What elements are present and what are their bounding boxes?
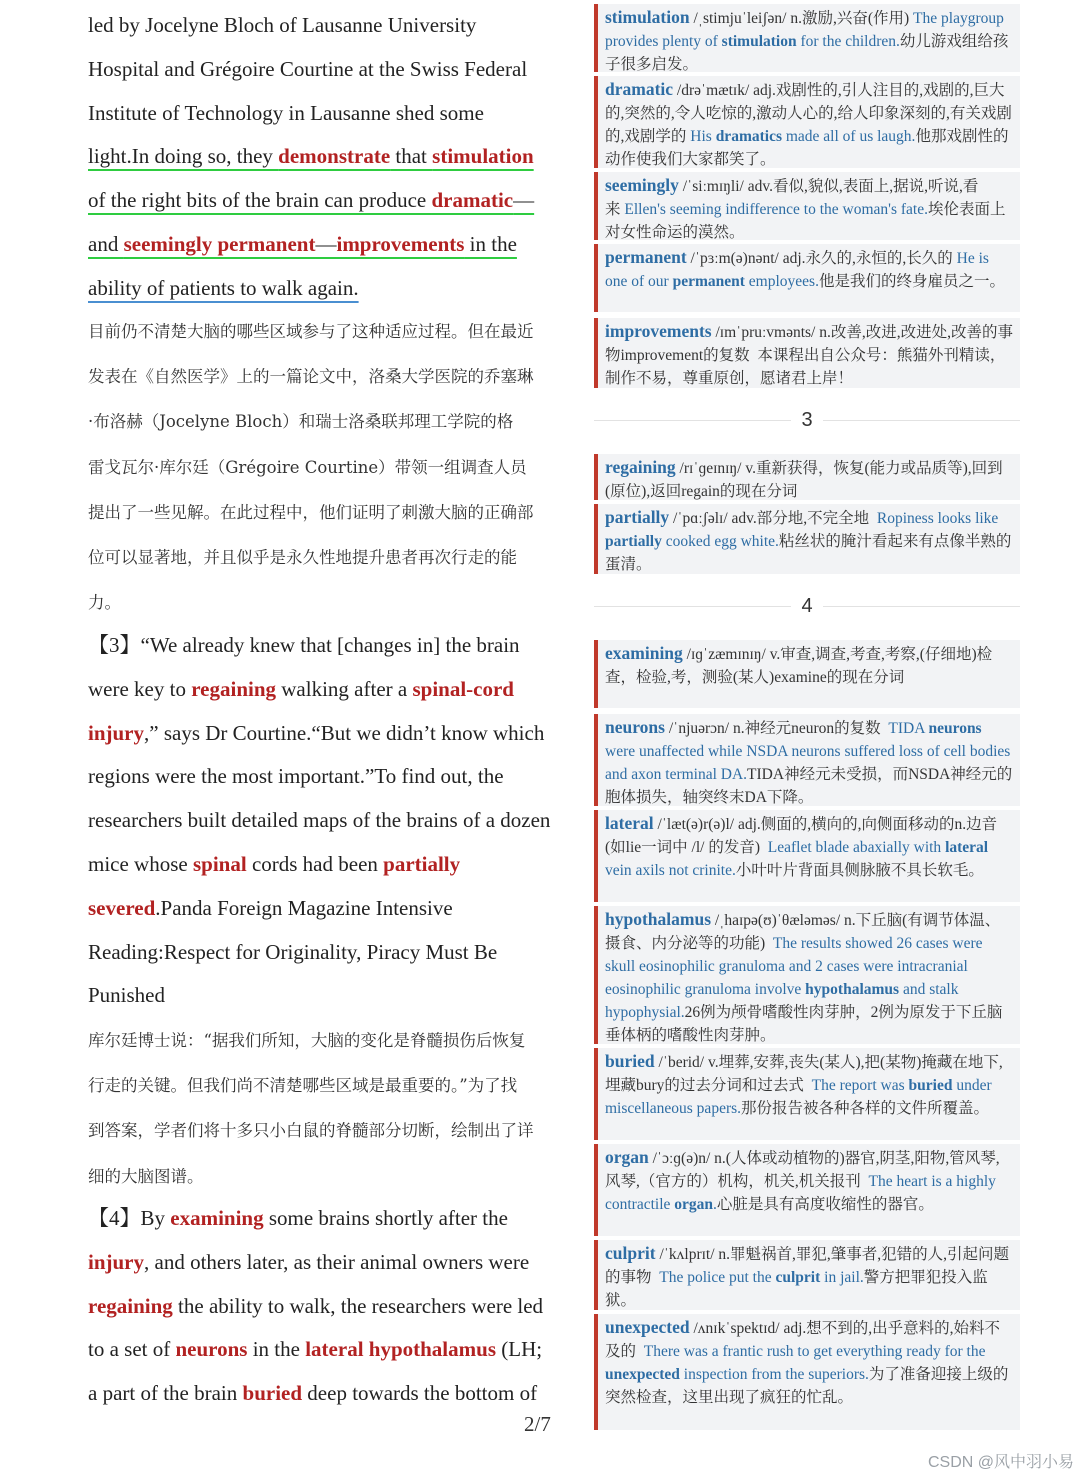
en-line: and seemingly permanent—improvements in the (88, 231, 517, 256)
vocab-example: under miscellaneous papers. (605, 1077, 992, 1117)
keyword: hypothalamus (368, 1337, 496, 1362)
vocab-translation: 小叶叶片背面具侧脉腋不具长软毛。 (735, 862, 984, 879)
vocab-example: were unaffected while NSDA neurons suffered loss of cell bodies and axon terminal DA. (605, 743, 1011, 783)
vocab-word: neurons (605, 717, 665, 737)
en-line: were key to regaining walking after a spinal-cord (88, 676, 514, 701)
vocab-phonetic: /ˌstimjuˈleiʃən/ (693, 10, 787, 27)
vocab-example-word: dramatics (715, 128, 782, 145)
zh-line: 库尔廷博士说：“据我们所知，大脑的变化是脊髓损伤后恢复 (88, 1031, 526, 1050)
en-line: ability of patients to walk again. (88, 275, 359, 300)
section-divider (594, 400, 1020, 440)
vocab-translation: 埃伦表面上对女性命运的漠然。 (605, 201, 1006, 240)
en-line: light.In doing so, they demonstrate that stimulation (88, 144, 534, 169)
vocab-phonetic: /ˈkʌlprɪt/ (659, 1246, 715, 1263)
vocab-example-word: lateral (945, 839, 989, 856)
vocab-definition: adv.部分地,不完全地 (731, 510, 870, 527)
vocab-translation: TIDA神经元未受损，而NSDA神经元的胞体损失，轴突终末DA下降。 (605, 766, 1013, 806)
en-line: 【3】“We already knew that [changes in] the brain (88, 633, 520, 657)
vocab-phonetic: /ɪɡˈzæmɪnɪŋ/ (686, 646, 766, 663)
en-line: led by Jocelyne Bloch of Lausanne University (88, 13, 477, 37)
vocab-definition: adj.永久的,永恒的,长久的 (782, 250, 953, 267)
vocab-word: lateral (605, 813, 654, 833)
vocab-example: TIDA (888, 720, 929, 737)
vocab-word: regaining (605, 457, 676, 477)
vocab-example-word: unexpected (605, 1366, 680, 1383)
en-line: of the right bits of the brain can produce dramatic— (88, 188, 535, 213)
vocab-example: inspection from the superiors. (679, 1366, 869, 1383)
keyword: partially (383, 851, 461, 876)
en-line: Hospital and Grégoire Courtine at the Swiss Federal (88, 56, 528, 81)
vocab-word: seemingly (605, 175, 679, 195)
vocab-example-word: buried (908, 1077, 953, 1094)
vocab-example: Leaflet blade abaxially with (767, 839, 946, 856)
vocab-example: His (690, 128, 716, 145)
vocab-example-word: permanent (672, 273, 745, 290)
vocab-word: organ (605, 1147, 649, 1167)
en-line: 【4】By examining some brains shortly after the (88, 1206, 508, 1230)
vocab-translation: 本课程出自公众号：熊猫外刊精读，制作不易，尊重原创，愿诸君上岸！ (605, 347, 1006, 387)
vocab-translation: 粘丝状的腌汁看起来有点像半熟的蛋清。 (605, 533, 1012, 573)
en-line: injury, and others later, as their animal owners were (88, 1249, 530, 1274)
vocab-example: and stalk hypophysial. (605, 981, 959, 1021)
keyword: improvements (336, 231, 465, 256)
vocab-definition: adj.戏剧性的,引人注目的,戏剧的,巨大的,突然的,令人吃惊的,激动人心的,给人印象深刻的,有关戏剧的,戏剧学的 (605, 82, 1012, 145)
zh-line: ·布洛赫（Jocelyne Bloch）和瑞士洛桑联邦理工学院的格 (88, 412, 514, 432)
vocab-card (594, 1314, 1020, 1430)
vocab-card (594, 76, 1020, 168)
vocab-card (594, 714, 1020, 806)
vocab-translation: 幼儿游戏组给孩子很多启发。 (605, 33, 1009, 72)
vocab-example-word: culprit (775, 1269, 821, 1286)
vocab-card (594, 318, 1020, 388)
en-line: Reading:Respect for Originality, Piracy Must Be (88, 939, 498, 964)
en-line: Punished (88, 983, 166, 1008)
vocab-card (594, 1144, 1020, 1236)
vocab-definition: v.埋葬,安葬,丧失(某人),把(某物)掩藏在地下,埋藏bury的过去分词和过去式 (605, 1054, 1003, 1094)
vocab-example-word: hypothalamus (805, 981, 900, 998)
vocab-translation: 心脏是具有高度收缩性的器官。 (716, 1196, 934, 1213)
vocab-example: The heart is a highly contractile (605, 1173, 996, 1213)
keyword: examining (170, 1206, 264, 1230)
keyword: regaining (191, 676, 277, 701)
vocab-example: The results showed 26 cases were skull eosinophilic granuloma and 2 cases were intracranial eosinophilic granuloma involve (605, 935, 983, 998)
vocab-example: The police put the (659, 1269, 776, 1286)
vocab-word: hypothalamus (605, 909, 712, 929)
vocab-card (594, 172, 1020, 240)
vocab-phonetic: /ˈlæt(ə)r(ə)l/ (657, 816, 735, 833)
vocab-definition: n.神经元neuron的复数 (733, 720, 881, 737)
vocab-example-word: stimulation (721, 33, 797, 50)
en-line: to a set of neurons in the lateral hypothalamus (LH; (88, 1337, 543, 1362)
keyword: severed (88, 895, 156, 920)
vocab-example: Ropiness looks like (876, 510, 999, 527)
en-line: a part of the brain buried deep towards the bottom of (88, 1381, 538, 1406)
vocab-example: for the children. (796, 33, 900, 50)
vocab-example: vein axils not crinite. (605, 862, 736, 879)
vocab-phonetic: /ˌhaɪpə(ʊ)ˈθæləməs/ (714, 912, 841, 929)
keyword: neurons (175, 1337, 248, 1362)
vocab-definition: n.改善,改进,改进处,改善的事物improvement的复数 (605, 324, 1014, 364)
vocab-phonetic: /ɪmˈpruːvmənts/ (715, 324, 816, 341)
vocab-phonetic: /ˈberid/ (658, 1054, 705, 1071)
vocab-word: dramatic (605, 79, 674, 99)
vocab-card (594, 1240, 1020, 1310)
vocab-phonetic: /ˈnjuərɔn/ (668, 720, 730, 737)
vocab-card (594, 454, 1020, 500)
vocab-definition: v.审查,调查,考查,考察,(仔细地)检查，检验,考，测验(某人)examine的现在分词 (605, 646, 993, 686)
keyword: regaining (88, 1293, 173, 1318)
vocab-card (594, 504, 1020, 574)
vocab-card (594, 4, 1020, 72)
keyword: spinal (192, 851, 247, 876)
vocab-phonetic: /ˈɔːɡ(ə)n/ (652, 1150, 711, 1167)
vocab-card (594, 244, 1020, 312)
keyword: seemingly permanent (123, 231, 316, 256)
zh-line: 到答案，学者们将十多只小白鼠的脊髓部分切断，绘制出了详 (88, 1121, 534, 1141)
vocab-example: cooked egg white. (661, 533, 779, 550)
vocab-word: unexpected (605, 1317, 690, 1337)
vocab-example-word: neurons (928, 720, 982, 737)
vocab-phonetic: /ˈpɜːm(ə)nənt/ (690, 250, 779, 267)
en-line: mice whose spinal cords had been partially (88, 851, 461, 876)
zh-line: 雷戈瓦尔·库尔廷（Grégoire Courtine）带领一组调查人员 (88, 457, 527, 477)
keyword: buried (242, 1381, 303, 1406)
en-line: severed.Panda Foreign Magazine Intensive (88, 895, 453, 920)
vocab-word: improvements (605, 321, 712, 341)
vocab-definition: adv.看似,貌似,表面上,据说,听说,看来 (605, 178, 979, 218)
zh-line: 目前仍不清楚大脑的哪些区域参与了这种适应过程。但在最近 (88, 322, 534, 341)
vocab-definition: adj.想不到的,出乎意料的,始料不及的 (605, 1320, 1000, 1360)
vocab-translation: 他那戏剧性的动作使我们大家都笑了。 (605, 128, 1009, 168)
vocab-example: . (713, 1196, 717, 1213)
section-number: 4 (791, 595, 822, 618)
vocab-translation: 26例为颅骨嗜酸性肉芽肿，2例为原发于下丘脑垂体柄的嗜酸性肉芽肿。 (605, 1004, 1003, 1044)
zh-line: 细的大脑图谱。 (88, 1166, 204, 1186)
vocab-phonetic: /ˈpɑːʃəlɪ/ (673, 510, 728, 527)
vocab-word: stimulation (605, 7, 690, 27)
vocab-card (594, 810, 1020, 902)
vocab-example: employees. (744, 273, 819, 290)
vocab-phonetic: /ˈsiːmɪŋli/ (682, 178, 744, 195)
vocab-translation: 警方把罪犯投入监狱。 (605, 1269, 988, 1309)
vocab-card (594, 640, 1020, 708)
vocab-example: in jail. (820, 1269, 864, 1286)
en-line: injury,” says Dr Courtine.“But we didn’t know which (88, 720, 545, 745)
en-line: Institute of Technology in Lausanne shed some (88, 100, 484, 125)
keyword: injury (88, 720, 145, 745)
vocab-example: He is one of our (605, 250, 989, 290)
vocab-definition: n.(人体或动植物的)器官,阴茎,阳物,管风琴,风琴,（官方的）机构，机关,机关报刊 (605, 1150, 1000, 1190)
vocab-word: permanent (605, 247, 687, 267)
page-number: 2/7 (524, 1412, 551, 1436)
vocab-phonetic: /drəˈmætɪk/ (676, 82, 750, 99)
vocab-example: The report was (811, 1077, 909, 1094)
vocab-word: buried (605, 1051, 655, 1071)
vocab-example: There was a frantic rush to get everything ready for the (643, 1343, 986, 1360)
section-divider (594, 586, 1020, 626)
keyword: stimulation (432, 144, 534, 169)
vocab-translation: 为了准备迎接上级的突然检查，这里出现了疯狂的忙乱。 (605, 1366, 1009, 1406)
vocab-card (594, 1048, 1020, 1140)
vocab-card (594, 906, 1020, 1044)
watermark: CSDN @风中羽小易 (927, 1454, 1074, 1471)
zh-line: 提出了一些见解。在此过程中，他们证明了刺激大脑的正确部 (88, 502, 534, 522)
zh-line: 发表在《自然医学》上的一篇论文中，洛桑大学医院的乔塞琳 (88, 367, 534, 387)
vocab-example: The playgroup provides plenty of (605, 10, 1004, 50)
vocab-translation: 那份报告被各种各样的文件所覆盖。 (741, 1100, 990, 1117)
keyword: dramatic (431, 188, 514, 213)
vocab-example: made all of us laugh. (781, 128, 916, 145)
vocab-definition: n.下丘脑(有调节体温、摄食、内分泌等的功能) (605, 912, 1001, 952)
keyword: spinal-cord (412, 676, 514, 701)
vocab-definition: v.重新获得，恢复(能力或品质等),回到(原位),返回regain的现在分词 (605, 460, 1003, 500)
vocab-phonetic: /ʌnɪkˈspektɪd/ (693, 1320, 780, 1337)
vocab-example-word: partially (605, 533, 662, 550)
vocab-word: examining (605, 643, 683, 663)
keyword: demonstrate (278, 144, 391, 169)
vocab-example: Ellen's seeming indifference to the woman's fate. (624, 201, 928, 218)
vocab-example-word: organ (674, 1196, 714, 1213)
vocab-word: culprit (605, 1243, 656, 1263)
zh-line: 行走的关键。但我们尚不清楚哪些区域是最重要的。”为了找 (88, 1076, 518, 1096)
keyword: lateral (305, 1337, 364, 1362)
en-line: regions were the most important.”To find out, the (88, 764, 504, 789)
keyword: injury (88, 1249, 145, 1274)
vocab-phonetic: /rɪˈɡeɪnɪŋ/ (679, 460, 742, 477)
vocab-definition: adj.侧面的,横向的,向侧面移动的n.边音(如lie一词中 /l/ 的发音) (605, 816, 998, 856)
section-number: 3 (791, 409, 822, 432)
en-line: regaining the ability to walk, the researchers were led (88, 1293, 544, 1318)
vocab-definition: n.激励,兴奋(作用) (790, 10, 910, 27)
vocab-definition: n.罪魁祸首,罪犯,肇事者,犯错的人,引起问题的事物 (605, 1246, 1010, 1286)
zh-line: 力。 (88, 593, 121, 613)
vocab-word: partially (605, 507, 670, 527)
en-line: researchers built detailed maps of the brains of a dozen (88, 808, 551, 833)
zh-line: 位可以显著地，并且似乎是永久性地提升患者再次行走的能 (88, 548, 517, 568)
vocab-translation: 他是我们的终身雇员之一。 (818, 273, 1005, 290)
